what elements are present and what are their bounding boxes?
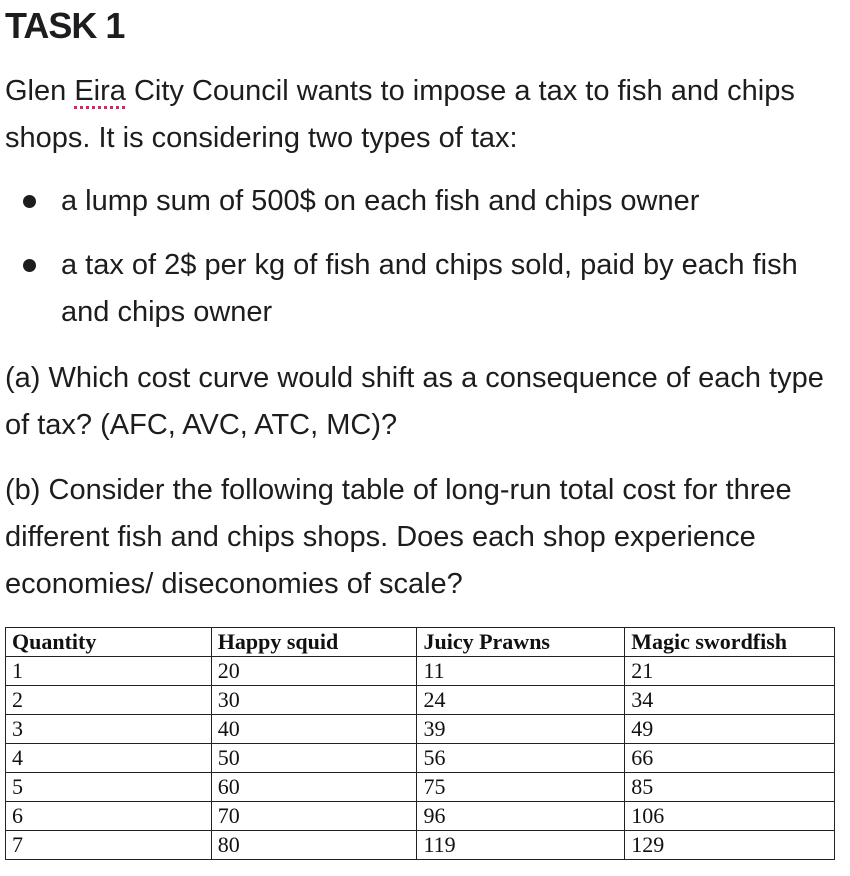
column-header-happy-squid: Happy squid <box>211 628 417 657</box>
table-cell: 70 <box>211 802 417 831</box>
table-cell: 85 <box>625 773 835 802</box>
task-title: TASK 1 <box>5 5 125 46</box>
table-cell: 21 <box>625 657 835 686</box>
table-row <box>6 715 835 744</box>
table-cell: 30 <box>211 686 417 715</box>
question-b: (b) Consider the following table of long-run total cost for three different fish and chips shops. Does each shop experience economies/ diseconomies of scale? <box>5 474 792 600</box>
bullet-dot-icon <box>23 195 36 208</box>
table-row <box>6 831 835 860</box>
table-cell: 60 <box>211 773 417 802</box>
intro-text-before: Glen <box>5 75 75 107</box>
table-cell: 3 <box>6 715 212 744</box>
table-cell: 96 <box>417 802 625 831</box>
table-cell: 119 <box>417 831 625 860</box>
table-cell: 39 <box>417 715 625 744</box>
column-header-magic-swordfish: Magic swordfish <box>625 628 835 657</box>
table-cell: 129 <box>625 831 835 860</box>
list-item <box>5 178 845 225</box>
table-cell: 50 <box>211 744 417 773</box>
list-item <box>5 242 845 336</box>
table-cell: 5 <box>6 773 212 802</box>
table-row <box>6 657 835 686</box>
table-cell: 49 <box>625 715 835 744</box>
bullet-dot-icon <box>23 259 36 272</box>
table-cell: 34 <box>625 686 835 715</box>
table-cell: 7 <box>6 831 212 860</box>
table-cell: 20 <box>211 657 417 686</box>
tax-options-list <box>5 178 845 353</box>
table-cell: 106 <box>625 802 835 831</box>
table-cell: 4 <box>6 744 212 773</box>
column-header-juicy-prawns: Juicy Prawns <box>417 628 625 657</box>
long-run-total-cost-table <box>5 627 835 860</box>
spellcheck-flagged-word[interactable]: Eira <box>74 75 126 107</box>
intro-paragraph <box>5 68 835 162</box>
table-header-row <box>6 628 835 657</box>
table-row <box>6 802 835 831</box>
table-cell: 66 <box>625 744 835 773</box>
list-item-text: a lump sum of 500$ on each fish and chips owner <box>61 185 700 217</box>
table-cell: 6 <box>6 802 212 831</box>
list-item-text: a tax of 2$ per kg of fish and chips sold, paid by each fish and chips owner <box>61 249 798 328</box>
table-cell: 80 <box>211 831 417 860</box>
table-cell: 11 <box>417 657 625 686</box>
question-a: (a) Which cost curve would shift as a consequence of each type of tax? (AFC, AVC, ATC, MC)? <box>5 362 824 441</box>
table-cell: 56 <box>417 744 625 773</box>
column-header-quantity: Quantity <box>6 628 212 657</box>
table-cell: 24 <box>417 686 625 715</box>
table-cell: 1 <box>6 657 212 686</box>
intro-text-after: City Council wants to impose a tax to fish and chips shops. It is considering two types of tax: <box>5 75 795 154</box>
table-row <box>6 773 835 802</box>
table-row <box>6 686 835 715</box>
table-row <box>6 744 835 773</box>
table-cell: 75 <box>417 773 625 802</box>
table-cell: 40 <box>211 715 417 744</box>
table-cell: 2 <box>6 686 212 715</box>
